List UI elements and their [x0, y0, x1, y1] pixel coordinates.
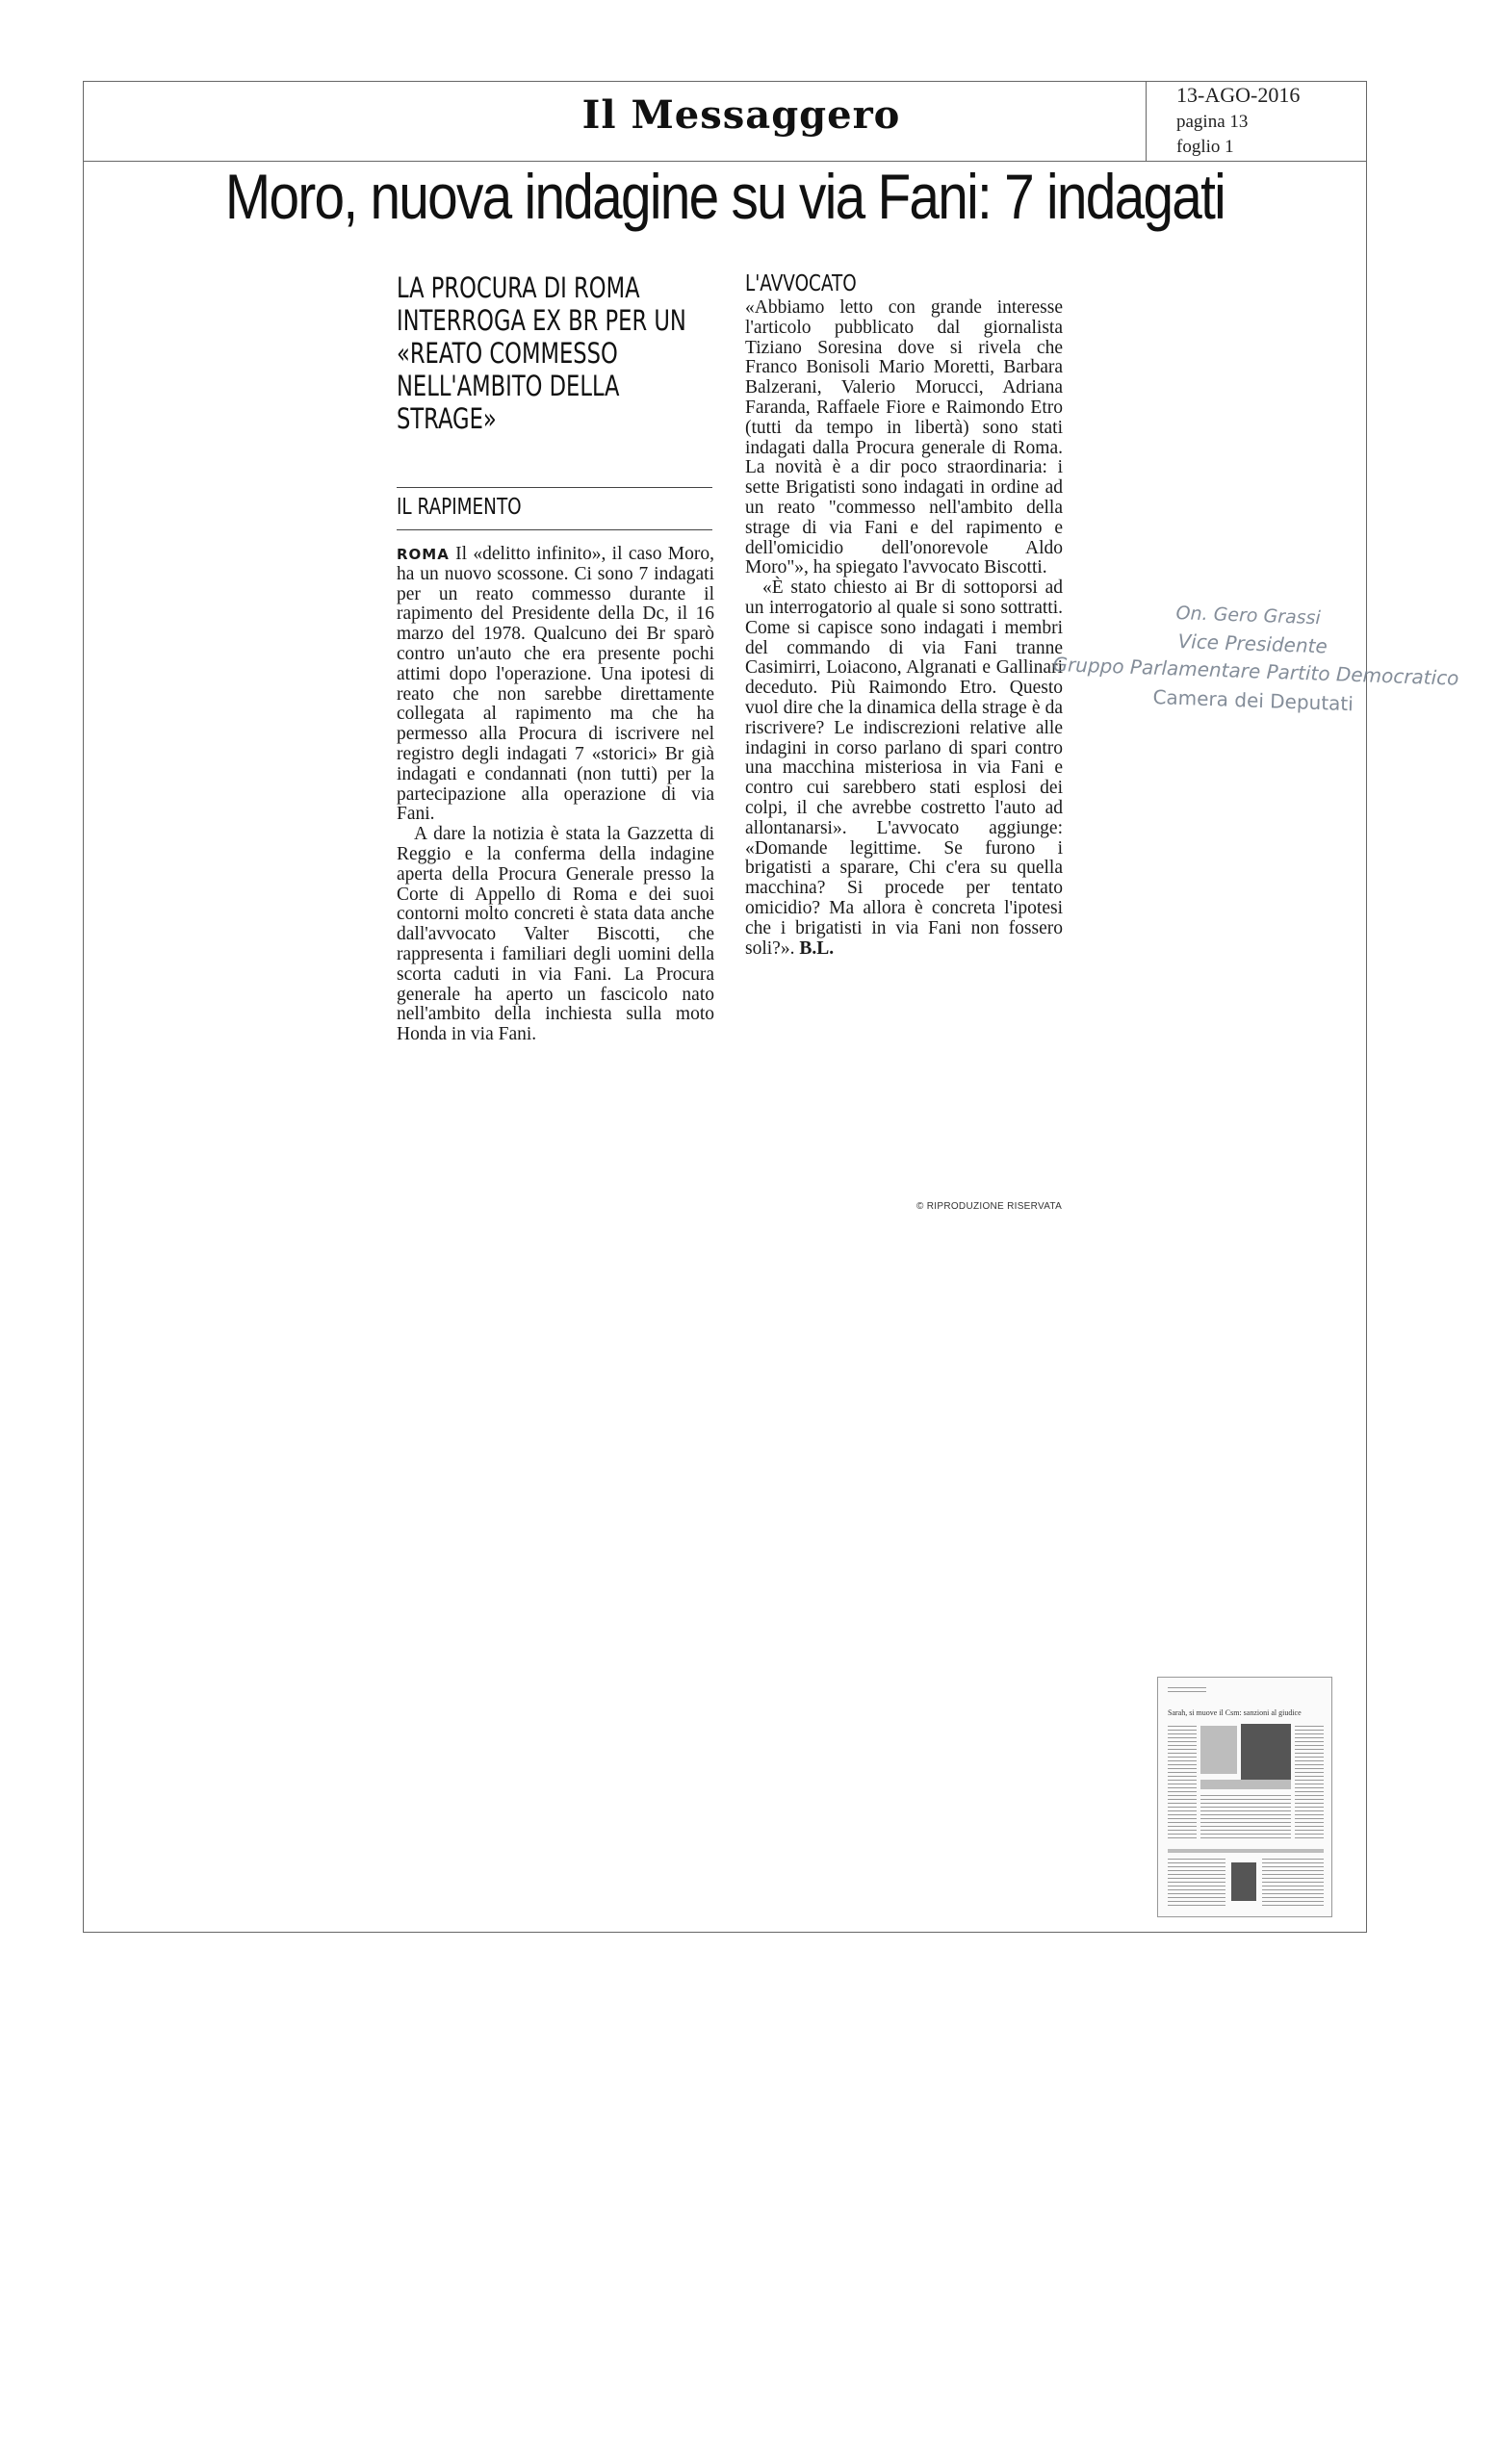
- thumbnail-text: [1295, 1726, 1324, 1841]
- paragraph: A dare la notizia è stata la Gazzetta di Reggio e la conferma della indagine aperta della Procura Generale presso la Corte di Appello di Roma e dei suoi contorni molto concreti è stata data anche dall'avvocato Valter Biscotti, che rappresenta i familiari degli uomini della scorta caduti in via Fani. La Procura generale ha aperto un fascicolo nato nell'ambito della inchiesta sulla moto Honda in via Fani.: [397, 824, 714, 1045]
- thumbnail-rule: [1168, 1849, 1324, 1853]
- newspaper-masthead: Il Messaggero: [581, 92, 901, 138]
- paragraph-text: «È stato chiesto ai Br di sottoporsi ad un interrogatorio al quale si sono sottratti. Come si capisce sono indagati i membri del commando di via Fani tranne Casimirri, Loiacono, Algranati e Gallinari deceduto. Più Raimondo Etro. Questo vuol dire che la dinamica della strage è da riscrivere? Le indiscrezioni relative alle indagini in corso parlano di spari contro una macchina misteriosa in via Fani e contro cui sarebbero stati esplosi dei colpi, il che avrebbe costretto l'auto ad allontanarsi». L'avvocato aggiunge: «Domande legittime. Se furono i brigatisti a sparare, Chi c'era su quella macchina? Si procede per tentato omicidio? Ma allora è concreta l'ipotesi che i brigatisti in via Fani non fossero soli?».: [745, 578, 1063, 959]
- stamp-role: Vice Presidente: [1177, 629, 1328, 658]
- paragraph: [397, 545, 714, 825]
- copyright-credit: © RIPRODUZIONE RISERVATA: [916, 1201, 1063, 1212]
- article-subhead: LA PROCURA DI ROMA INTERROGA EX BR PER UN «REATO COMMESSO NELL'AMBITO DELLA STRAGE»: [397, 271, 686, 435]
- byline: B.L.: [799, 937, 835, 959]
- page-thumbnail: [1157, 1677, 1332, 1917]
- paragraph: [745, 578, 1063, 959]
- thumbnail-caption: [1200, 1780, 1291, 1789]
- subhead-block: [397, 271, 714, 435]
- thumbnail-text: [1168, 1859, 1225, 1909]
- thumbnail-text: [1168, 1687, 1206, 1695]
- publication-date: 13-AGO-2016: [1176, 83, 1301, 107]
- divider-rule: [397, 529, 712, 530]
- stamp-group: Gruppo Parlamentare Partito Democratico: [1052, 653, 1459, 690]
- sheet-number: foglio 1: [1176, 137, 1234, 157]
- section-label-avvocato: L'AVVOCATO: [745, 271, 857, 296]
- paragraph-text: Il «delitto infinito», il caso Moro, ha un nuovo scossone. Ci sono 7 indagati per un reato commesso durante il rapimento del Presidente della Dc, il 16 marzo del 1978. Qualcuno dei Br sparò contro un'auto che era presente pochi attimi dopo l'operazione. Una ipotesi di reato che non sarebbe direttamente collegata al rapimento ma che ha permesso alla Procura di iscrivere nel registro degli indagati 7 «storici» Br già indagati e condannati (non tutti) per la partecipazione alla operazione di via Fani.: [397, 544, 715, 825]
- divider-rule: [397, 487, 712, 488]
- clipping-frame: [83, 81, 1367, 1933]
- section-label-rapimento: IL RAPIMENTO: [397, 495, 522, 520]
- stamp-name: On. Gero Grassi: [1175, 603, 1322, 629]
- article-headline: Moro, nuova indagine su via Fani: 7 indagati: [224, 161, 1225, 232]
- thumbnail-text: [1168, 1726, 1197, 1841]
- thumbnail-photo: [1200, 1726, 1237, 1774]
- thumbnail-title: Sarah, si muove il Csm: sanzioni al giudice: [1168, 1708, 1302, 1717]
- article-column-1: [397, 545, 714, 1045]
- paragraph: «Abbiamo letto con grande interesse l'articolo pubblicato dal giornalista Tiziano Soresina dove si rivela che Franco Bonisoli Mario Moretti, Barbara Balzerani, Valerio Morucci, Adriana Faranda, Raffaele Fiore e Raimondo Etro (tutti da tempo in libertà) sono stati indagati dalla Procura generale di Roma. La novità è a dir poco straordinaria: i sette Brigatisti sono indagati in ordine ad un reato "commesso nell'ambito della strage di via Fani e del rapimento e dell'omicidio dell'onorevole Aldo Moro"», ha spiegato l'avvocato Biscotti.: [745, 297, 1063, 578]
- page-number: pagina 13: [1176, 112, 1249, 132]
- thumbnail-text: [1262, 1859, 1324, 1909]
- dateline: ROMA: [397, 546, 450, 563]
- thumbnail-text: [1200, 1795, 1291, 1841]
- article-column-2: [745, 298, 1063, 959]
- thumbnail-photo: [1231, 1862, 1256, 1901]
- thumbnail-photo: [1241, 1724, 1291, 1782]
- stamp-chamber: Camera dei Deputati: [1152, 685, 1354, 716]
